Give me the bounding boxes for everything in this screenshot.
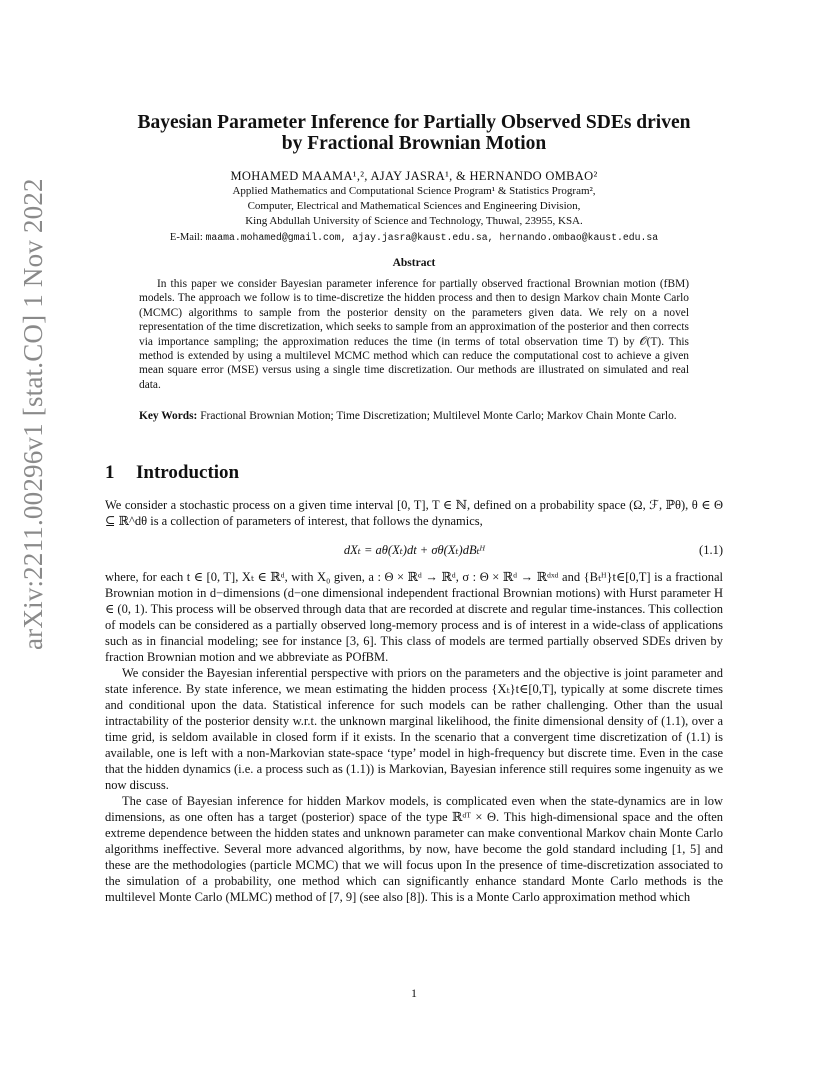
keywords-text: Fractional Brownian Motion; Time Discretization; Multilevel Monte Carlo; Markov Chain Monte Carlo. [200,410,677,422]
author-list: MOHAMED MAAMA¹,², AJAY JASRA¹, & HERNANDO OMBAO² [230,169,598,183]
section-heading-introduction [105,462,239,484]
equation-number: (1.1) [699,543,723,557]
affiliation-line-2: Computer, Electrical and Mathematical Sciences and Engineering Division, [247,200,581,212]
paragraph-1: We consider a stochastic process on a given time interval [0, T], T ∈ ℕ, defined on a probability space (Ω, ℱ, ℙθ), θ ∈ Θ ⊆ ℝ^dθ is a collection of parameters of interest, that follows the dynamics, [105,498,723,528]
paragraph-3: We consider the Bayesian inferential perspective with priors on the parameters and the objective is joint parameter and state inference. By state inference, we mean estimating the hidden process {Xₜ}t∈[0,T], typically at some discrete times and conditional upon the data. Statistical inference for such models can be rather challenging. Other than the usual intractability of the posterior density w.r.t. the unknown marginal likelihood, the finite dimensional density of (1.1), over a time grid, is seldom available in closed form if it exists. In the scenario that a convergent time discretization of (1.1) is available, one is left with a non-Markovian state-space ‘type’ model in high-frequency but discrete time. Even in the case that the hidden dynamics (i.e. a process such as (1.1)) is Markovian, Bayesian inference still requires some ingenuity as we now discuss. [105,666,723,792]
keywords [139,409,689,423]
email-label: E-Mail: [169,232,203,243]
title-line-2: by Fractional Brownian Motion [281,133,547,154]
section-title: Introduction [136,462,240,483]
affiliation-line-1: Applied Mathematics and Computational Science Program¹ & Statistics Program², [232,185,596,197]
equation-expression: dXₜ = aθ(Xₜ)dt + σθ(Xₜ)dBₜᴴ [343,543,485,557]
introduction-body [105,497,723,905]
paper-title [90,112,738,154]
paragraph-4: The case of Bayesian inference for hidden Markov models, is complicated even when the state-dynamics are in low dimensions, as one often has a target (posterior) space of the type ℝᵈᵀ × Θ. This high-dimensional space and the often extreme dependence between the hidden states and unknown parameter can make conventional Markov chain Monte Carlo algorithms ineffective. Several more advanced algorithms, by now, have become the gold standard including [1, 5] and these are the methodologies (particle MCMC) that we will focus upon In the presence of time-discretization associated to the simulation of a probability, one method which can significantly enhance standard Monte Carlo methods is the multilevel Monte Carlo (MLMC) method of [7, 9] (see also [8]). This is a Monte Carlo approximation method which [105,794,723,904]
email-addresses: maama.mohamed@gmail.com, ajay.jasra@kaust.edu.sa, hernando.ombao@kaust.edu.sa [205,232,659,243]
affiliation-line-3: King Abdullah University of Science and Technology, Thuwal, 23955, KSA. [245,215,583,227]
abstract-text: In this paper we consider Bayesian parameter inference for partially observed fractional Brownian motion (fBM) models. The approach we follow is to time-discretize the hidden process and then to design Markov chain Monte Carlo (MCMC) algorithms to sample from the posterior density on the parameters given data. We rely on a novel representation of the time discretization, which seeks to sample from an approximation of the posterior and then corrects via importance sampling; the approximation reduces the time (in terms of total observation time T) by 𝒪(T). This method is extended by using a multilevel MCMC method which can reduce the computational cost to achieve a given mean square error (MSE) versus using a single time discretization. Our methods are illustrated on simulated and real data. [139,278,689,391]
email-line [90,232,738,243]
keywords-label: Key Words: [139,410,198,422]
title-line-1: Bayesian Parameter Inference for Partially Observed SDEs driven [137,112,691,133]
paragraph-2: where, for each t ∈ [0, T], Xₜ ∈ ℝᵈ, with X₀ given, a : Θ × ℝᵈ → ℝᵈ, σ : Θ × ℝᵈ → ℝᵈˣᵈ and {Bₜᴴ}t∈[0,T] is a fractional Brownian motion in d−dimensions (d−one dimensional independent fractional Brownian motions) with Hurst parameter H ∈ (0, 1). This process will be observed through data that are recorded at discrete and regular time-instances. This collection of models can be considered as a partially observed long-memory process and is of interest in a wide-class of applications such as in financial modeling; see for instance [3, 6]. This class of models are termed partially observed SDEs driven by fraction Brownian motion and we abbreviate as POfBM. [105,570,723,664]
page-number: 1 [411,986,417,1000]
section-number: 1 [105,462,115,483]
abstract-heading: Abstract [392,257,436,269]
arxiv-identifier-text: arXiv:2211.00296v1 [stat.CO] 1 Nov 2022 [18,178,48,650]
equation-1-1 [105,539,723,561]
